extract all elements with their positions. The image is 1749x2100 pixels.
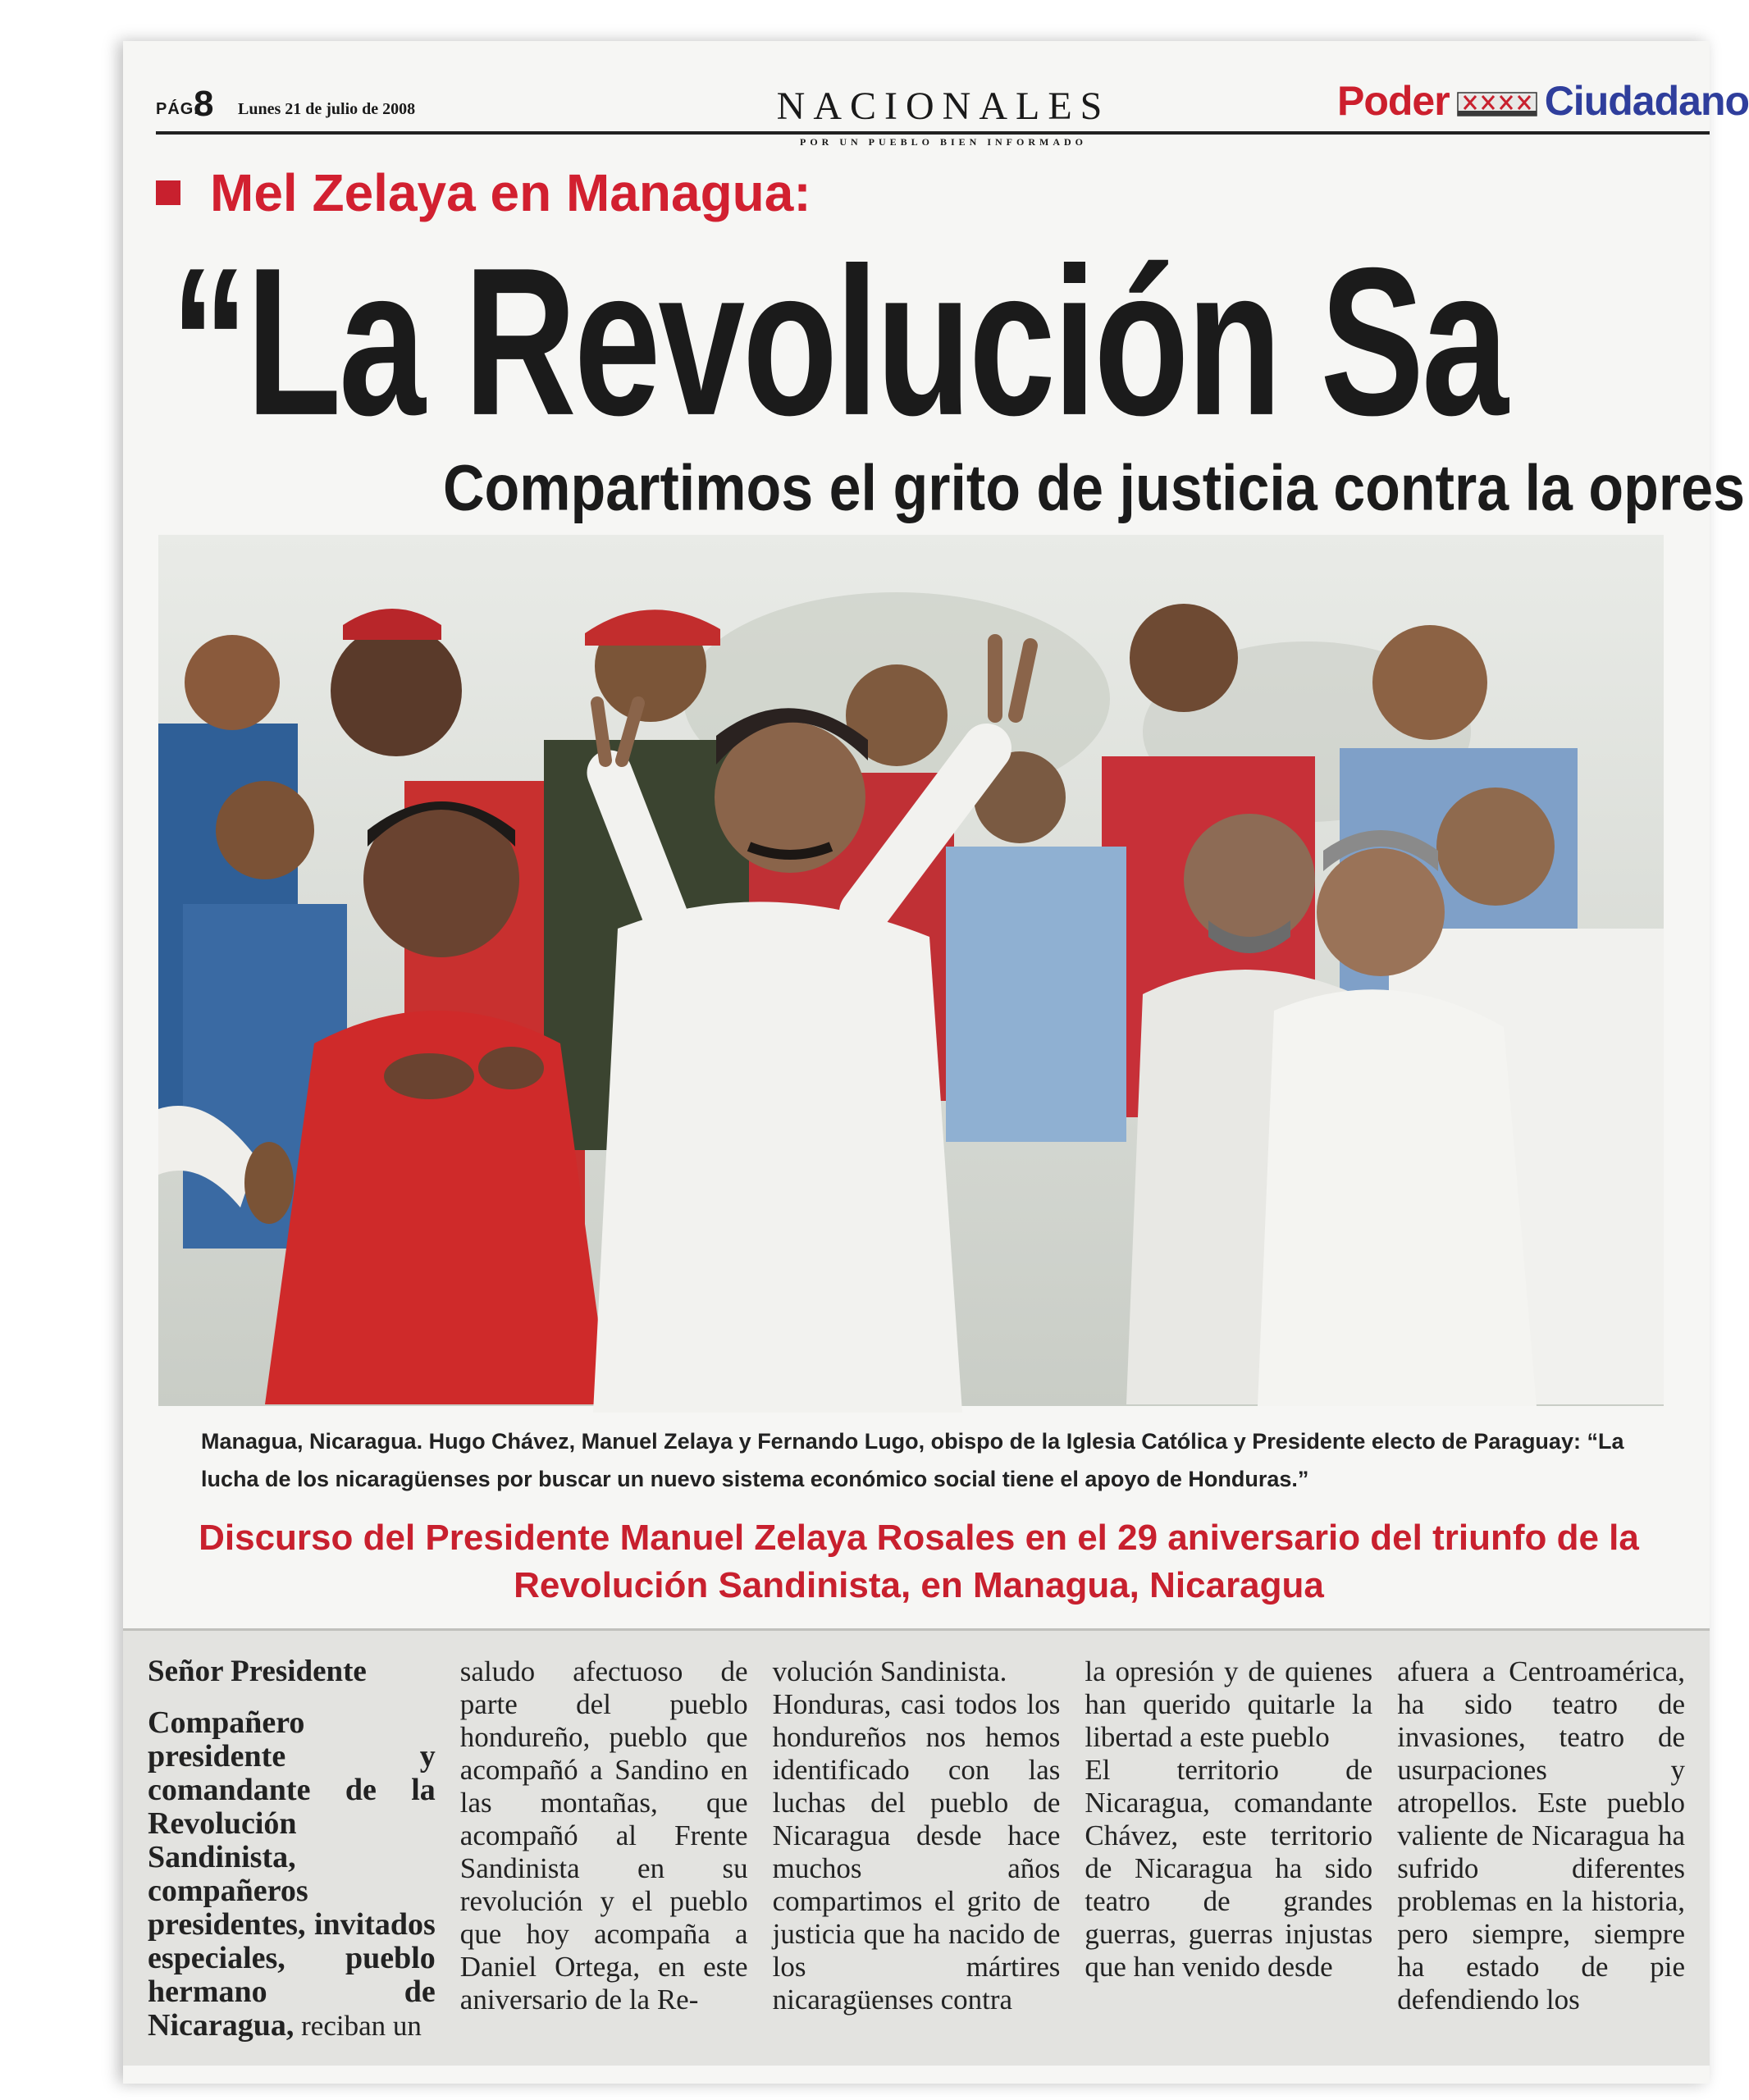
column-2-text: saludo afectuoso de parte del pueblo hondureño, pueblo que acompañó a Sandino en las montañas, que acompañó al Frente Sandinista en su revolución y el pueblo que hoy acompaña a Daniel Ortega, en este aniversario de la Re- bbox=[459, 1655, 748, 2016]
subheadline: Compartimos el grito de justicia contra la opres bbox=[443, 452, 1746, 524]
article-column-4 bbox=[1085, 1655, 1372, 2057]
column-1-text bbox=[148, 1706, 436, 2043]
article-column-3 bbox=[773, 1655, 1061, 2057]
news-photo bbox=[158, 535, 1664, 1406]
kicker-square-icon bbox=[156, 180, 180, 205]
newspaper-page bbox=[123, 41, 1749, 2084]
article-column-2 bbox=[460, 1655, 748, 2057]
issue-date: Lunes 21 de julio de 2008 bbox=[238, 100, 416, 118]
headline: “La Revolución Sa bbox=[171, 225, 1506, 460]
section-tagline: POR UN PUEBLO BIEN INFORMADO bbox=[799, 136, 1087, 148]
column-4-text-a: la opresión y de quienes han querido quitarle la libertad a este pueblo bbox=[1085, 1655, 1373, 1753]
article-subtitle: Discurso del Presidente Manuel Zelaya Rosales en el 29 aniversario del triunfo de la Revolución Sandinista, en Managua, Nicaragua bbox=[199, 1518, 1639, 1605]
lead-tail-text: reciban un bbox=[301, 2010, 422, 2042]
column-4-text-b: El territorio de Nicaragua, comandante Chávez, este territorio de Nicaragua ha sido teatro de grandes guerras, guerras injustas que han venido desde bbox=[1085, 1754, 1373, 1983]
masthead-rule bbox=[156, 131, 1710, 135]
page-label: PÁG. bbox=[156, 100, 199, 118]
column-5-text: afuera a Centroamérica, ha sido teatro de invasiones, teatro de usurpaciones y atropellos. Este pueblo valiente de Nicaragua ha sufrido diferentes problemas en la historia, pero siempre, siempre ha estado de pie defendiendo los bbox=[1397, 1655, 1685, 2016]
lead-text: Compañero presidente y comandante de la Revolución Sandinista, compañeros presidentes, invitados especiales, pueblo hermano de Nicaragua, bbox=[148, 1705, 436, 2043]
masthead bbox=[156, 61, 1749, 151]
logo-word-ciudadano: Ciudadano bbox=[1544, 78, 1749, 124]
article-column-1 bbox=[148, 1655, 436, 2057]
page-number: 8 bbox=[194, 84, 214, 124]
column-3-text-b: Honduras, casi todos los hondureños nos hemos identificado con las luchas del pueblo de Nicaragua desde hace muchos años compartimos el grito de justicia que ha nacido de los mártires nicaragüenses contra bbox=[772, 1688, 1061, 2016]
kicker-text: Mel Zelaya en Managua: bbox=[210, 163, 811, 222]
column-3-text-a: volución Sandinista. bbox=[772, 1655, 1007, 1687]
logo-word-poder: Poder bbox=[1337, 78, 1450, 124]
column-heading: Señor Presidente bbox=[148, 1655, 367, 1688]
kicker bbox=[156, 162, 811, 223]
photo-caption: Managua, Nicaragua. Hugo Chávez, Manuel Zelaya y Fernando Lugo, obispo de la Iglesia Católica y Presidente electo de Paraguay: “La lucha de los nicaragüenses por buscar un nuevo sistema económico social tiene el apoyo de Honduras.” bbox=[201, 1429, 1624, 1491]
crowd-photo-illustration bbox=[158, 535, 1664, 1406]
newspaper-logo bbox=[1337, 77, 1749, 125]
logo-emblem-icon bbox=[1458, 86, 1537, 121]
section-title: NACIONALES bbox=[776, 84, 1111, 128]
article-column-5 bbox=[1397, 1655, 1685, 2057]
article-body bbox=[123, 1628, 1710, 2066]
